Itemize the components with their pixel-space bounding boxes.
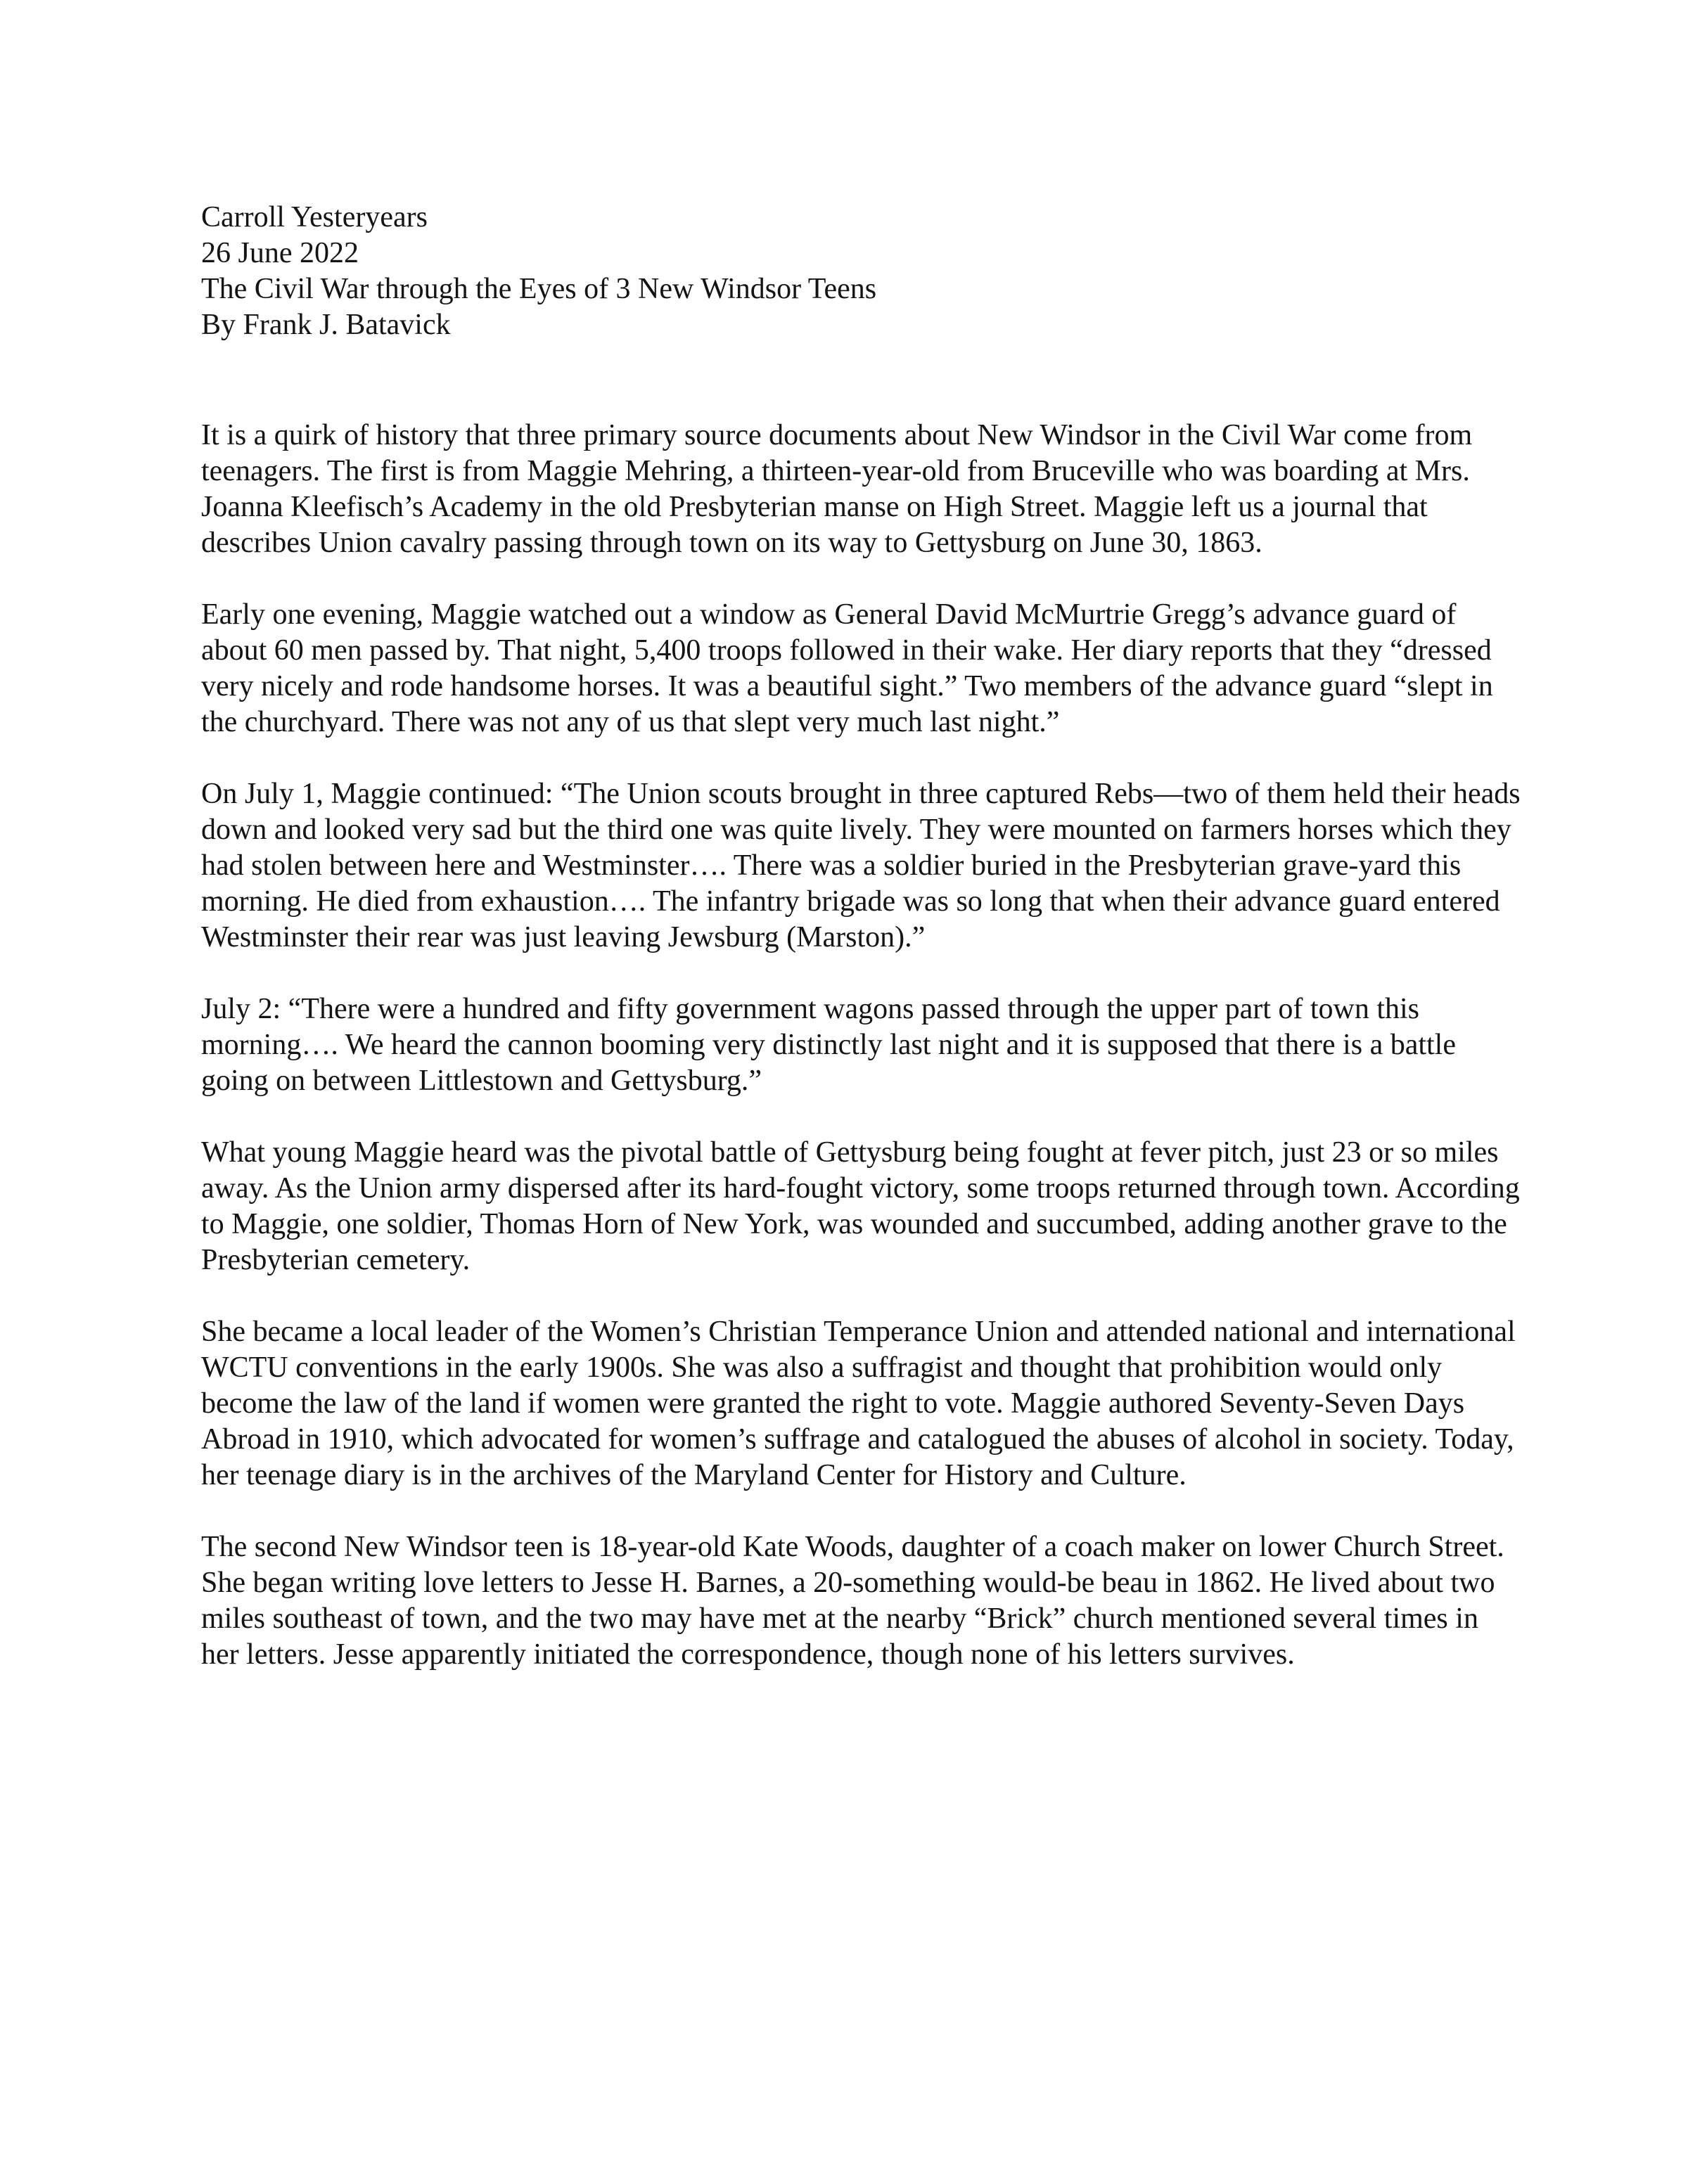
paragraph: On July 1, Maggie continued: “The Union scouts brought in three captured Rebs—two of them held their heads down and looked very sad but the third one was quite lively. They were mounted on farmers horses which they had stolen between here and Westminster…. There was a soldier buried in the Presbyterian grave-yard this morning. He died from exhaustion…. The infantry brigade was so long that when their advance guard entered Westminster their rear was just leaving Jewsburg (Marston).”: [201, 778, 1521, 953]
document-body: [201, 200, 1523, 1673]
byline: By Frank J. Batavick: [201, 309, 451, 341]
paragraph: The second New Windsor teen is 18-year-old Kate Woods, daughter of a coach maker on lower Church Street. She began writing love letters to Jesse H. Barnes, a 20-something would-be beau in 1862. He lived about two miles southeast of town, and the two may have met at the nearby “Brick” church mentioned several times in her letters. Jesse apparently initiated the correspondence, though none of his letters survives.: [201, 1531, 1504, 1671]
article-title: The Civil War through the Eyes of 3 New Windsor Teens: [201, 273, 877, 305]
publication-date: 26 June 2022: [201, 237, 359, 269]
paragraph: It is a quirk of history that three primary source documents about New Windsor in the Civil War come from teenagers. The first is from Maggie Mehring, a thirteen-year-old from Bruceville who was boarding at Mrs. Joanna Kleefisch’s Academy in the old Presbyterian manse on High Street. Maggie left us a journal that describes Union cavalry passing through town on its way to Gettysburg on June 30, 1863.: [201, 419, 1473, 559]
article-header: [201, 200, 1523, 343]
paragraph: Early one evening, Maggie watched out a window as General David McMurtrie Gregg’s advance guard of about 60 men passed by. That night, 5,400 troops followed in their wake. Her diary reports that they “dressed very nicely and rode handsome horses. It was a beautiful sight.” Two members of the advance guard “slept in the churchyard. There was not any of us that slept very much last night.”: [201, 598, 1493, 738]
publication-name: Carroll Yesteryears: [201, 201, 428, 233]
paragraph: July 2: “There were a hundred and fifty government wagons passed through the upper part of town this morning…. We heard the cannon booming very distinctly last night and it is supposed that there is a battle going on between Littlestown and Gettysburg.”: [201, 993, 1456, 1097]
paragraph: She became a local leader of the Women’s Christian Temperance Union and attended national and international WCTU conventions in the early 1900s. She was also a suffragist and thought that prohibition would only become the law of the land if women were granted the right to vote. Maggie authored Seventy-Seven Days Abroad in 1910, which advocated for women’s suffrage and catalogued the abuses of alcohol in society. Today, her teenage diary is in the archives of the Maryland Center for History and Culture.: [201, 1316, 1516, 1491]
paragraph: What young Maggie heard was the pivotal battle of Gettysburg being fought at fever pitch, just 23 or so miles away. As the Union army dispersed after its hard-fought victory, some troops returned through town. According to Maggie, one soldier, Thomas Horn of New York, was wounded and succumbed, adding another grave to the Presbyterian cemetery.: [201, 1136, 1520, 1276]
